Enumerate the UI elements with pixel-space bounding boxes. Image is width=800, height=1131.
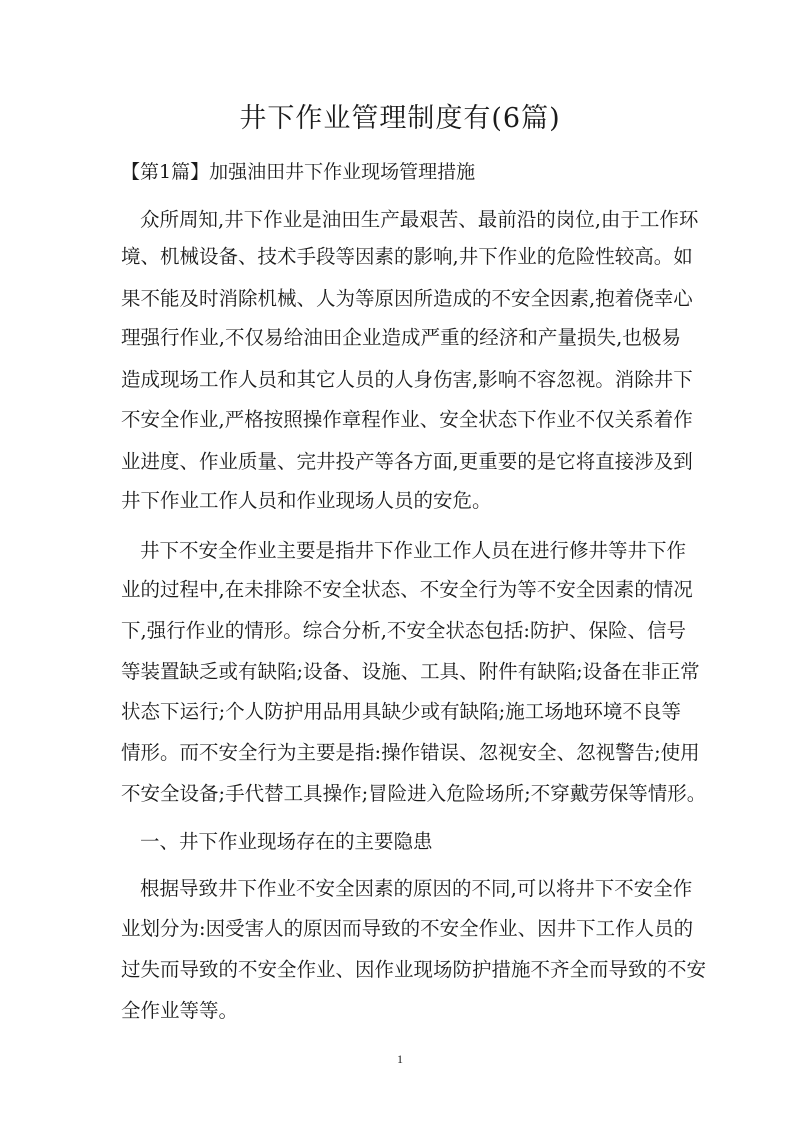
paragraph-1-line-2: 境、机械设备、技术手段等因素的影响,井下作业的危险性较高。如	[121, 245, 693, 268]
paragraph-1-line-4: 理强行作业,不仅易给油田企业造成严重的经济和产量损失,也极易	[121, 326, 681, 349]
paragraph-2-line-4: 等装置缺乏或有缺陷;设备、设施、工具、附件有缺陷;设备在非正常	[121, 660, 700, 683]
paragraph-2-line-2: 业的过程中,在未排除不安全状态、不安全行为等不安全因素的情况	[121, 578, 693, 601]
paragraph-3-line-4: 全作业等等。	[121, 999, 239, 1022]
paragraph-2-line-3: 下,强行作业的情形。综合分析,不安全状态包括:防护、保险、信号	[121, 619, 686, 642]
paragraph-3-line-1: 根据导致井下作业不安全因素的原因的不同,可以将井下不安全作	[140, 877, 693, 900]
section-heading: 一、井下作业现场存在的主要隐患	[140, 830, 433, 853]
paragraph-3-line-2: 业划分为:因受害人的原因而导致的不安全作业、因井下工作人员的	[121, 917, 694, 940]
paragraph-1-line-6: 不安全作业,严格按照操作章程作业、安全状态下作业不仅关系着作	[121, 408, 693, 431]
paragraph-1-line-1: 众所周知,井下作业是油田生产最艰苦、最前沿的岗位,由于工作环	[140, 208, 699, 231]
paragraph-3-line-3: 过失而导致的不安全作业、因作业现场防护措施不齐全而导致的不安	[121, 958, 707, 981]
paragraph-2-line-7: 不安全设备;手代替工具操作;冒险进入危险场所;不穿戴劳保等情形。	[121, 782, 707, 805]
paragraph-2-line-1: 井下不安全作业主要是指井下作业工作人员在进行修井等井下作	[140, 539, 687, 562]
paragraph-2-line-6: 情形。而不安全行为主要是指:操作错误、忽视安全、忽视警告;使用	[121, 741, 700, 764]
document-title: 井下作业管理制度有(6篇)	[239, 103, 561, 134]
paragraph-1-line-7: 业进度、作业质量、完井投产等各方面,更重要的是它将直接涉及到	[121, 450, 693, 473]
paragraph-1-line-5: 造成现场工作人员和其它人员的人身伤害,影响不容忽视。消除井下	[121, 368, 693, 391]
paragraph-2-line-5: 状态下运行;个人防护用品用具缺少或有缺陷;施工场地环境不良等	[121, 700, 681, 723]
paragraph-1-line-3: 果不能及时消除机械、人为等原因所造成的不安全因素,抱着侥幸心	[121, 287, 693, 310]
paragraph-1-line-8: 井下作业工作人员和作业现场人员的安危。	[121, 489, 492, 512]
chapter-heading: 【第1篇】加强油田井下作业现场管理措施	[121, 161, 476, 183]
page-number: 1	[397, 1052, 403, 1066]
